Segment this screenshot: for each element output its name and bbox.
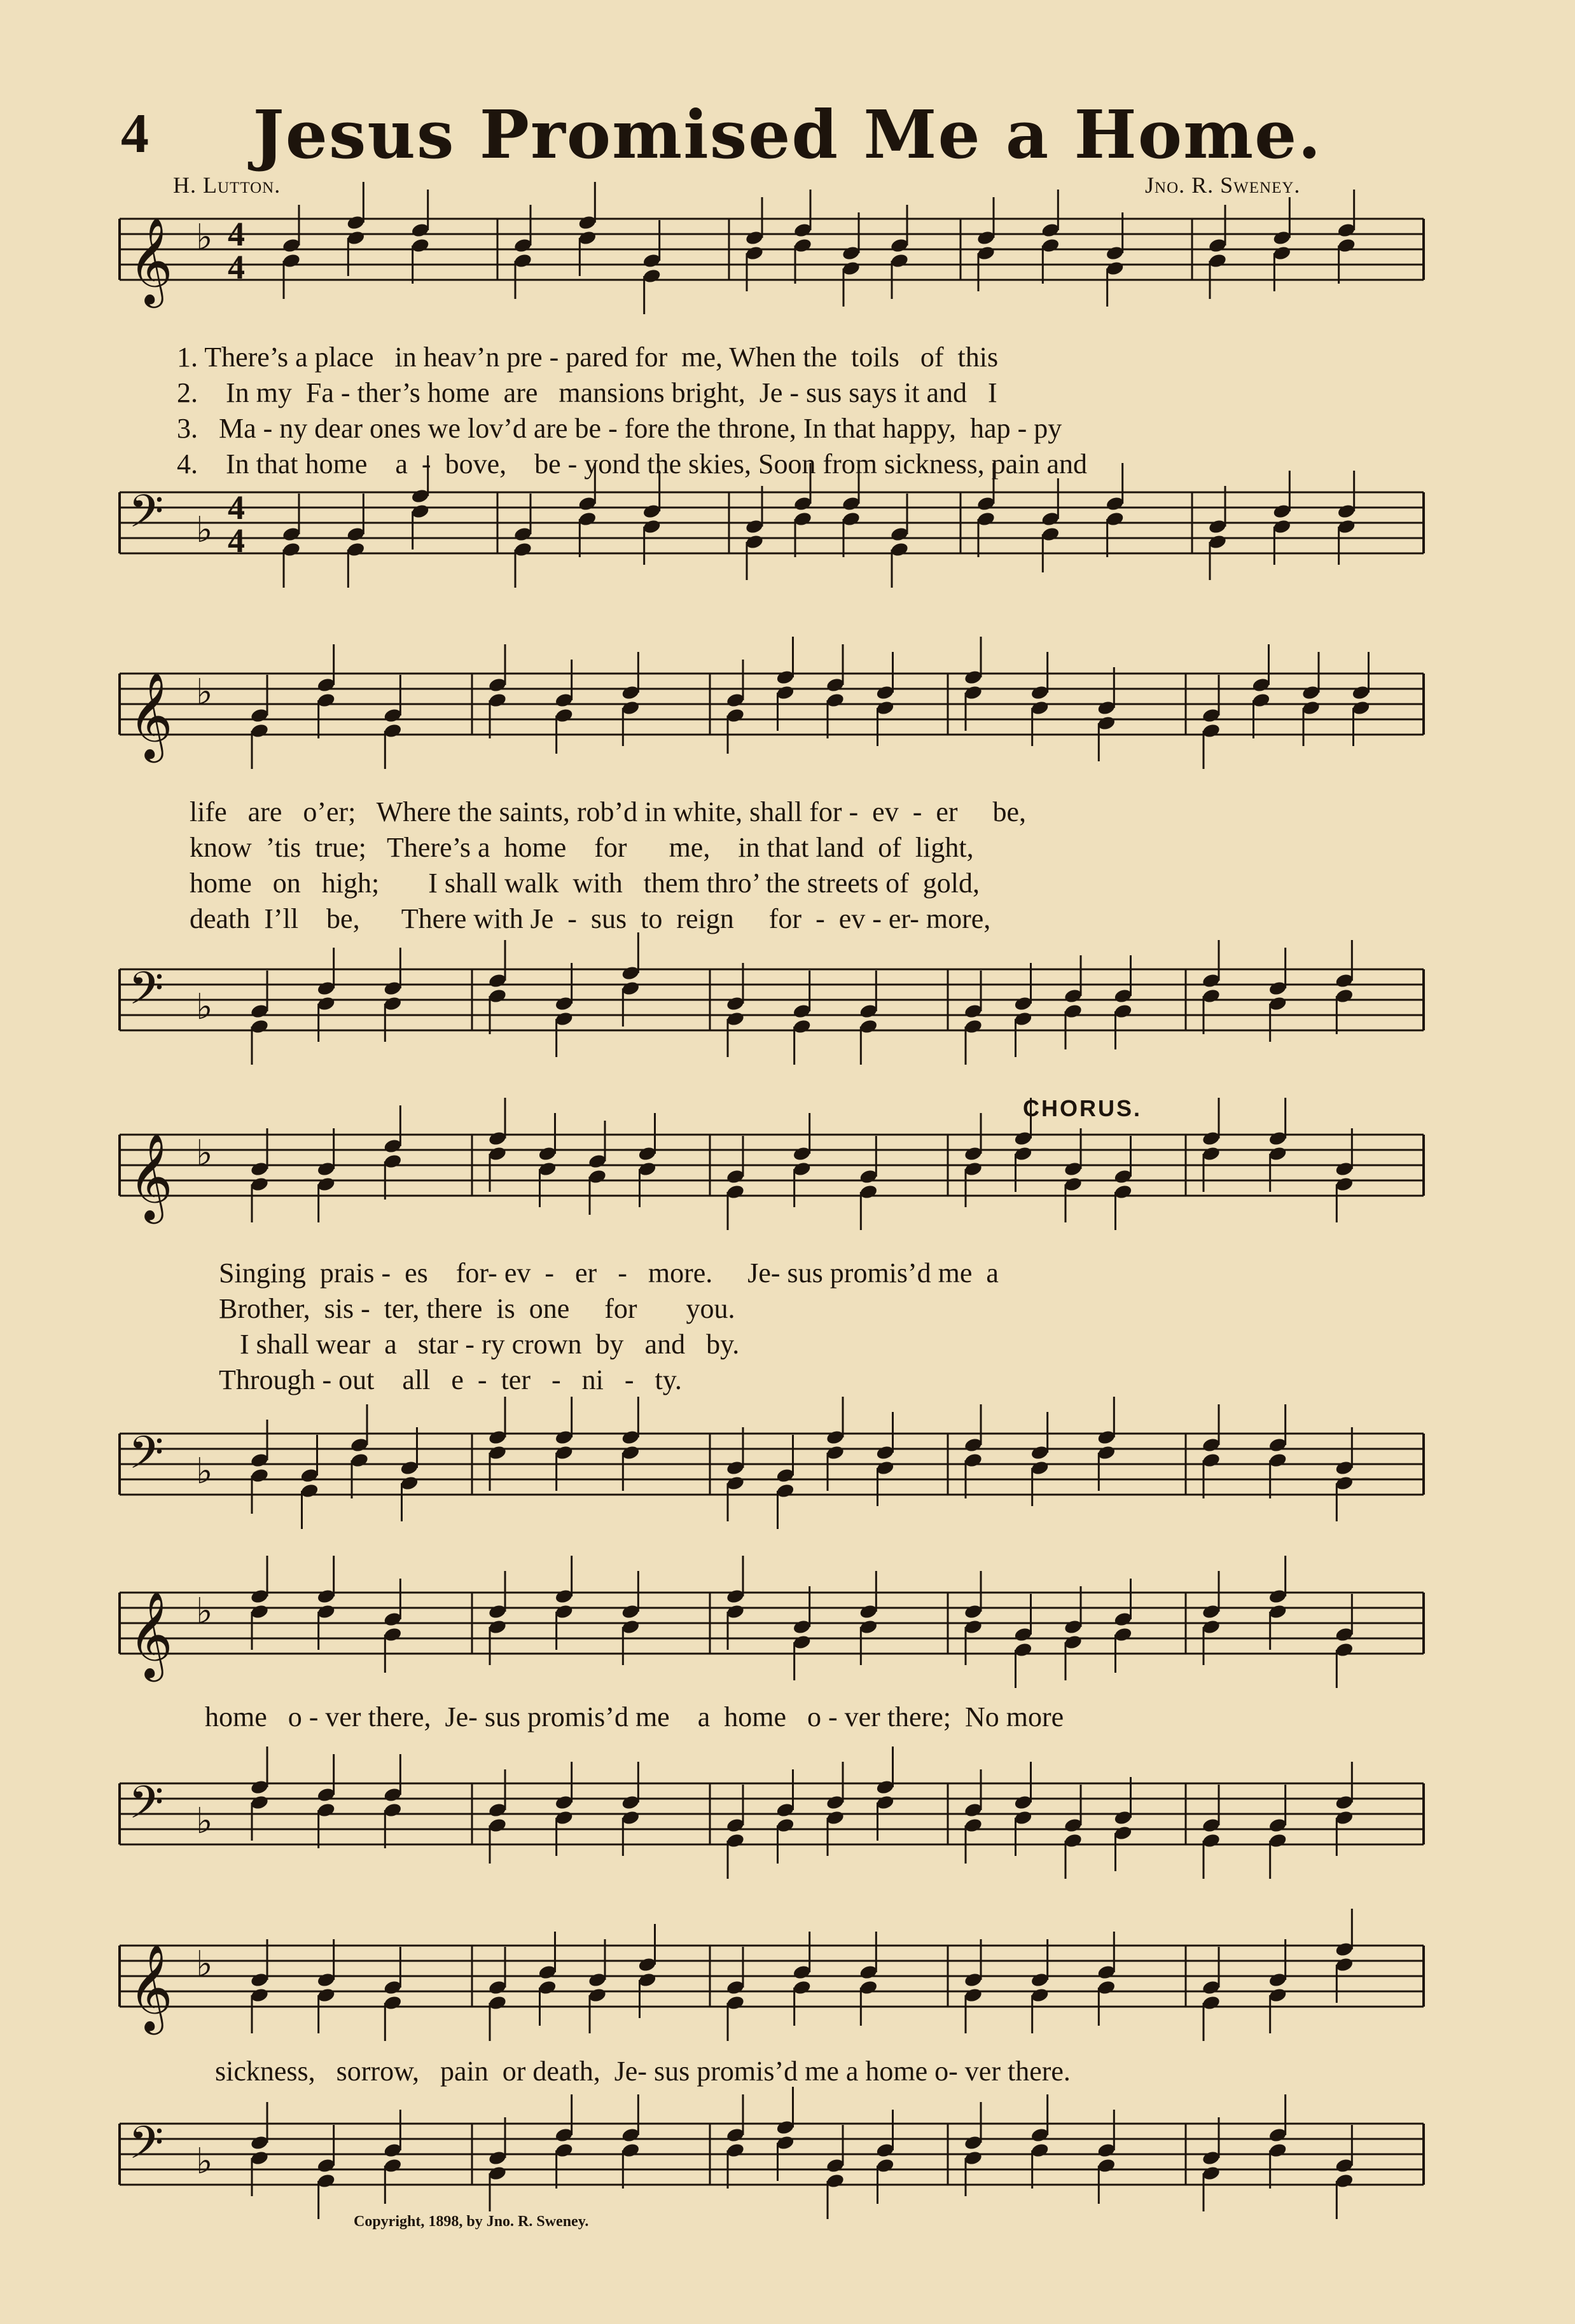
lyric-line: I shall wear a star - ry crown by and by. bbox=[219, 1329, 740, 1360]
time-signature: 4 bbox=[228, 488, 245, 527]
lyric-line: sickness, sorrow, pain or death, Je- sus promis’d me a home o- ver there. bbox=[215, 2056, 1071, 2087]
treble-clef-icon: 𝄞 bbox=[128, 216, 173, 304]
bass-staff-lines bbox=[101, 1776, 1424, 1857]
lyric-line: Singing prais - es for- ev - er - more. Je- sus promis’d me a bbox=[219, 1257, 999, 1289]
lyric-line: life are o’er; Where the saints, rob’d in white, shall for - ev - er be, bbox=[190, 796, 1027, 827]
treble-clef-icon: 𝄞 bbox=[128, 671, 173, 759]
lyric-line: Brother, sis - ter, there is one for you. bbox=[219, 1293, 735, 1324]
treble-clef-icon: 𝄞 bbox=[128, 1132, 173, 1220]
flat-sign-icon: ♭ bbox=[196, 217, 213, 258]
lyric-line: home o - ver there, Je- sus promis’d me a home o - ver there; No more bbox=[205, 1701, 1064, 1733]
treble-staff-lines bbox=[101, 671, 1424, 759]
lyric-line: 2. In my Fa - ther’s home are mansions bright, Je - sus says it and I bbox=[177, 377, 997, 408]
copyright-notice: Copyright, 1898, by Jno. R. Sweney. bbox=[354, 2213, 589, 2230]
flat-sign-icon: ♭ bbox=[196, 1451, 213, 1492]
flat-sign-icon: ♭ bbox=[196, 1591, 213, 1632]
flat-sign-icon: ♭ bbox=[196, 509, 213, 551]
treble-staff-lines bbox=[101, 1132, 1424, 1220]
composer-credit: Jno. R. Sweney. bbox=[1145, 172, 1301, 198]
bass-staff-lines bbox=[101, 962, 1424, 1043]
hymn-title: Jesus Promised Me a Home. bbox=[253, 95, 1322, 174]
lyric-line: home on high; I shall walk with them thro’ the streets of gold, bbox=[190, 868, 980, 899]
treble-staff-lines bbox=[101, 1943, 1424, 2031]
time-signature: 4 bbox=[228, 248, 245, 286]
lyricist-credit: H. Lutton. bbox=[173, 172, 281, 198]
bass-clef-icon: 𝄢 bbox=[128, 1427, 164, 1490]
bass-clef-icon: 𝄢 bbox=[128, 962, 164, 1026]
bass-clef-icon: 𝄢 bbox=[128, 2117, 164, 2180]
lyric-line: Through - out all e - ter - ni - ty. bbox=[219, 1364, 682, 1395]
lyric-line: know ’tis true; There’s a home for me, in that land of light, bbox=[190, 832, 974, 863]
treble-clef-icon: 𝄞 bbox=[128, 1590, 173, 1678]
bass-clef-icon: 𝄢 bbox=[128, 1776, 164, 1840]
flat-sign-icon: ♭ bbox=[196, 672, 213, 713]
lyric-line: 3. Ma - ny dear ones we lov’d are be - fore the throne, In that happy, hap - py bbox=[177, 413, 1062, 444]
treble-clef-icon: 𝄞 bbox=[128, 1943, 173, 2031]
page-number: 4 bbox=[121, 103, 149, 165]
bass-staff-lines bbox=[101, 485, 1424, 566]
bass-clef-icon: 𝄢 bbox=[128, 485, 164, 549]
bass-staff-lines bbox=[101, 1427, 1424, 1507]
lyric-line: 4. In that home a - bove, be - yond the skies, Soon from sickness, pain and bbox=[177, 448, 1087, 480]
time-signature: 4 bbox=[228, 522, 245, 560]
chorus-label: CHORUS. bbox=[1023, 1095, 1142, 1121]
time-signature: 4 bbox=[228, 215, 245, 253]
flat-sign-icon: ♭ bbox=[196, 1133, 213, 1174]
treble-staff-lines bbox=[101, 1590, 1424, 1678]
flat-sign-icon: ♭ bbox=[196, 1801, 213, 1842]
treble-staff-lines bbox=[101, 215, 1424, 304]
lyric-line: death I’ll be, There with Je - sus to reign for - ev - er- more, bbox=[190, 903, 991, 934]
lyric-line: 1. There’s a place in heav’n pre - pared for me, When the toils of this bbox=[177, 342, 999, 373]
bass-staff-lines bbox=[101, 2117, 1424, 2197]
flat-sign-icon: ♭ bbox=[196, 1944, 213, 1985]
flat-sign-icon: ♭ bbox=[196, 986, 213, 1028]
flat-sign-icon: ♭ bbox=[196, 2141, 213, 2182]
